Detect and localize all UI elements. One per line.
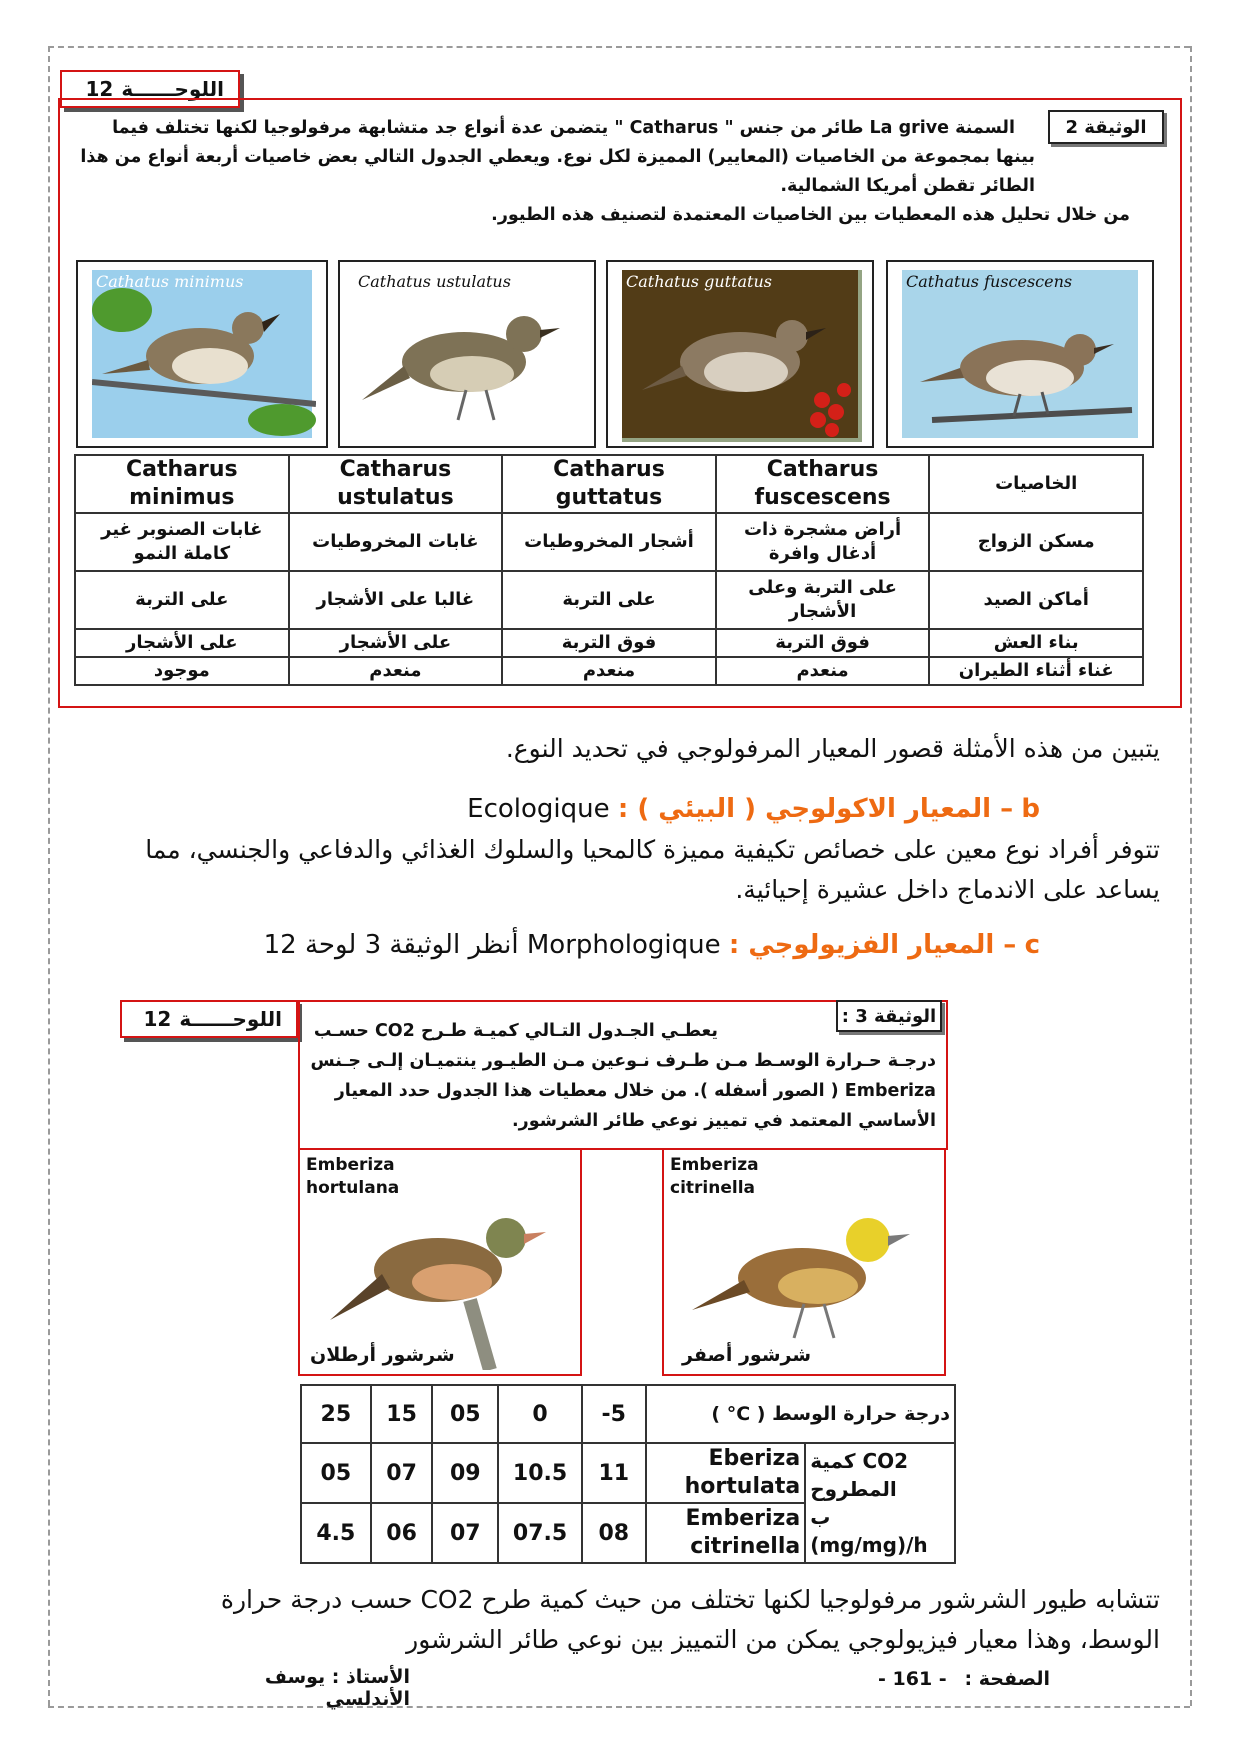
table-row <box>75 657 1143 685</box>
bunting-bird-icon <box>320 1170 570 1370</box>
bird-latin-genus: Emberiza <box>670 1155 759 1175</box>
header-fuscescens: Catharus fuscescens <box>716 455 930 513</box>
header-ustulatus: Catharus ustulatus <box>289 455 503 513</box>
header-guttatus: Catharus guttatus <box>502 455 716 513</box>
photo-catharus-fuscescens <box>886 260 1154 448</box>
bird-latin-species: citrinella <box>670 1178 755 1198</box>
thrush-bird-icon <box>92 270 316 442</box>
section-c-heading <box>120 930 1040 960</box>
table-cell: 05 <box>432 1385 498 1443</box>
bird-latin-name <box>670 1154 759 1200</box>
section-c-latin: Morphologique <box>526 930 721 960</box>
document-3-intro <box>306 1016 936 1136</box>
table-row <box>75 629 1143 657</box>
table-cell: 05 <box>301 1443 371 1503</box>
intro-line: السمنة La grive طائر من جنس " Catharus " يتضمن عدة أنواع جد متشابهة مرفولوجيا لكنها تختلف فيما <box>112 118 1015 138</box>
bird-box-citrinella <box>662 1148 946 1376</box>
table-header-row <box>75 455 1143 513</box>
table-cell: 09 <box>432 1443 498 1503</box>
page-frame-left <box>48 46 50 1706</box>
photo-catharus-minimus <box>76 260 328 448</box>
photo-catharus-guttatus <box>606 260 874 448</box>
header-minimus: Catharus minimus <box>75 455 289 513</box>
bird-box-hortulana <box>298 1148 582 1376</box>
species-name-cell <box>646 1503 806 1563</box>
temperature-label: درجة حرارة الوسط ( C° ) <box>646 1385 955 1443</box>
table-cell: غناء أثناء الطيران <box>929 657 1143 685</box>
catharus-table <box>74 454 1144 686</box>
thrush-bird-icon <box>354 270 584 442</box>
table-cell: على الأشجار <box>75 629 289 657</box>
table-cell: 07 <box>371 1443 433 1503</box>
section-b-letter: b <box>1021 794 1040 824</box>
photo-caption: Cathatus guttatus <box>626 272 772 291</box>
bird-arabic-name: شرشور أرطلان <box>310 1344 455 1366</box>
intro-line: بينها بمجموعة من الخاصيات (المعايير) المميزة لكل نوع. ويعطي الجدول التالي بعض خاصيات أربعة أنواع من هذا <box>80 147 1035 167</box>
species-genus: Eberiza <box>708 1446 801 1471</box>
table-cell: أماكن الصيد <box>929 571 1143 629</box>
thrush-bird-icon <box>622 270 862 442</box>
table-cell: غابات المخروطيات <box>289 513 503 571</box>
species-name-cell <box>646 1443 806 1503</box>
page-frame-right <box>1190 46 1192 1706</box>
table-cell: 11 <box>582 1443 646 1503</box>
species-genus: Emberiza <box>685 1506 801 1531</box>
species-epithet: citrinella <box>690 1534 801 1559</box>
table-cell: منعدم <box>716 657 930 685</box>
table-cell: فوق التربة <box>716 629 930 657</box>
section-b-heading <box>120 794 1040 824</box>
bird-arabic-name: شرشور أصفر <box>682 1344 812 1366</box>
table-row <box>75 571 1143 629</box>
table-cell: 07.5 <box>498 1503 582 1563</box>
section-b-latin: Ecologique <box>467 794 610 824</box>
table-cell: 10.5 <box>498 1443 582 1503</box>
co2-label: المطروح <box>810 1477 897 1501</box>
intro-line: من خلال تحليل هذه المعطيات بين الخاصيات المعتمدة لتصنيف هذه الطيور. <box>491 205 1130 225</box>
species-epithet: hortulata <box>684 1474 801 1499</box>
table-row <box>75 513 1143 571</box>
table-cell: على الأشجار <box>289 629 503 657</box>
table-cell: 08 <box>582 1503 646 1563</box>
page-number-label: الصفحة : <box>964 1668 1050 1690</box>
photo-caption: Cathatus fuscescens <box>906 272 1073 291</box>
bunting-bird-icon <box>684 1170 934 1370</box>
section-b-text <box>100 830 1160 910</box>
table-cell: غالبا على الأشجار <box>289 571 503 629</box>
table-cell: فوق التربة <box>502 629 716 657</box>
table-cell: على التربة وعلى الأشجار <box>716 571 930 629</box>
table-cell: 07 <box>432 1503 498 1563</box>
board-label-bottom <box>120 1000 298 1038</box>
bird-latin-genus: Emberiza <box>306 1155 395 1175</box>
table-row-temperature <box>301 1385 955 1443</box>
intro-line: الأساسي المعتمد في تمييز نوعي طائر الشرشور. <box>512 1111 936 1131</box>
table-cell: مسكن الزواج <box>929 513 1143 571</box>
board-number: 12 <box>85 77 114 101</box>
section-c-title: – المعيار الفزيولوجي : <box>728 930 1017 960</box>
teacher-name: الأستاذ : يوسف الأندلسي <box>264 1666 410 1710</box>
final-paragraph <box>120 1580 1160 1660</box>
table-cell: على التربة <box>75 571 289 629</box>
section-c-letter: c <box>1024 930 1040 960</box>
intro-line: يعطـي الجـدول التـالي كميـة طـرح CO2 حسـب <box>313 1021 718 1041</box>
table-cell: 15 <box>371 1385 433 1443</box>
document-2-label: الوثيقة 2 <box>1048 110 1164 144</box>
table-cell: 06 <box>371 1503 433 1563</box>
table-row-hortulana <box>301 1443 955 1503</box>
paragraph-line: يساعد على الاندماج داخل عشيرة إحيائية. <box>735 875 1160 904</box>
co2-table <box>300 1384 956 1564</box>
table-cell: 25 <box>301 1385 371 1443</box>
bird-latin-name <box>306 1154 399 1200</box>
table-cell: غابات الصنوبر غير كاملة النمو <box>75 513 289 571</box>
paragraph-line: الوسط، وهذا معيار فيزيولوجي يمكن من التمييز بين نوعي طائر الشرشور <box>406 1625 1160 1654</box>
conclusion-text: يتبين من هذه الأمثلة قصور المعيار المرفولوجي في تحديد النوع. <box>505 734 1160 763</box>
header-characteristics: الخاصيات <box>929 455 1143 513</box>
board-label-text: اللوحــــــة <box>179 1007 282 1031</box>
intro-line: درجـة حـرارة الوسـط مـن طـرف نـوعين مـن الطيـور ينتميـان إلـى جـنس <box>310 1051 936 1071</box>
co2-unit: (mg/mg)/h <box>810 1533 928 1557</box>
board-label-text: اللوحــــــة <box>121 77 224 101</box>
intro-line: Emberiza ( الصور أسفله ). من خلال معطيات هذا الجدول حدد المعيار <box>334 1081 936 1101</box>
co2-label: ب <box>810 1505 831 1529</box>
table-cell: على التربة <box>502 571 716 629</box>
board-number: 12 <box>143 1007 172 1031</box>
section-b-title: – المعيار الاكولوجي ( البيئي ) : <box>617 794 1014 824</box>
bird-latin-species: hortulana <box>306 1178 400 1198</box>
photo-caption: Cathatus minimus <box>96 272 244 291</box>
table-cell: منعدم <box>502 657 716 685</box>
table-cell: أشجار المخروطيات <box>502 513 716 571</box>
table-cell: بناء العش <box>929 629 1143 657</box>
photo-catharus-ustulatus <box>338 260 596 448</box>
table-cell: منعدم <box>289 657 503 685</box>
intro-line: الطائر تقطن أمريكا الشمالية. <box>780 176 1035 196</box>
page-number: - 161 - <box>878 1668 947 1690</box>
table-cell: 4.5 <box>301 1503 371 1563</box>
section-c-reference: أنظر الوثيقة 3 لوحة 12 <box>263 930 519 960</box>
document-3-label: الوثيقة 3 : <box>836 1000 942 1032</box>
paragraph-line: تتوفر أفراد نوع معين على خصائص تكيفية مميزة كالمحيا والسلوك الغذائي والدفاعي والجنسي، مما <box>145 835 1160 864</box>
paragraph-line: تتشابه طيور الشرشور مرفولوجيا لكنها تختلف من حيث كمية طرح CO2 حسب درجة حرارة <box>220 1585 1160 1614</box>
table-cell: موجود <box>75 657 289 685</box>
co2-label: CO2 كمية <box>810 1449 909 1473</box>
table-cell: -5 <box>582 1385 646 1443</box>
table-cell: أراض مشجرة ذات أدغال وافرة <box>716 513 930 571</box>
table-cell: 0 <box>498 1385 582 1443</box>
co2-label-cell <box>805 1443 955 1563</box>
thrush-bird-icon <box>902 270 1142 442</box>
photo-caption: Cathatus ustulatus <box>358 272 511 291</box>
